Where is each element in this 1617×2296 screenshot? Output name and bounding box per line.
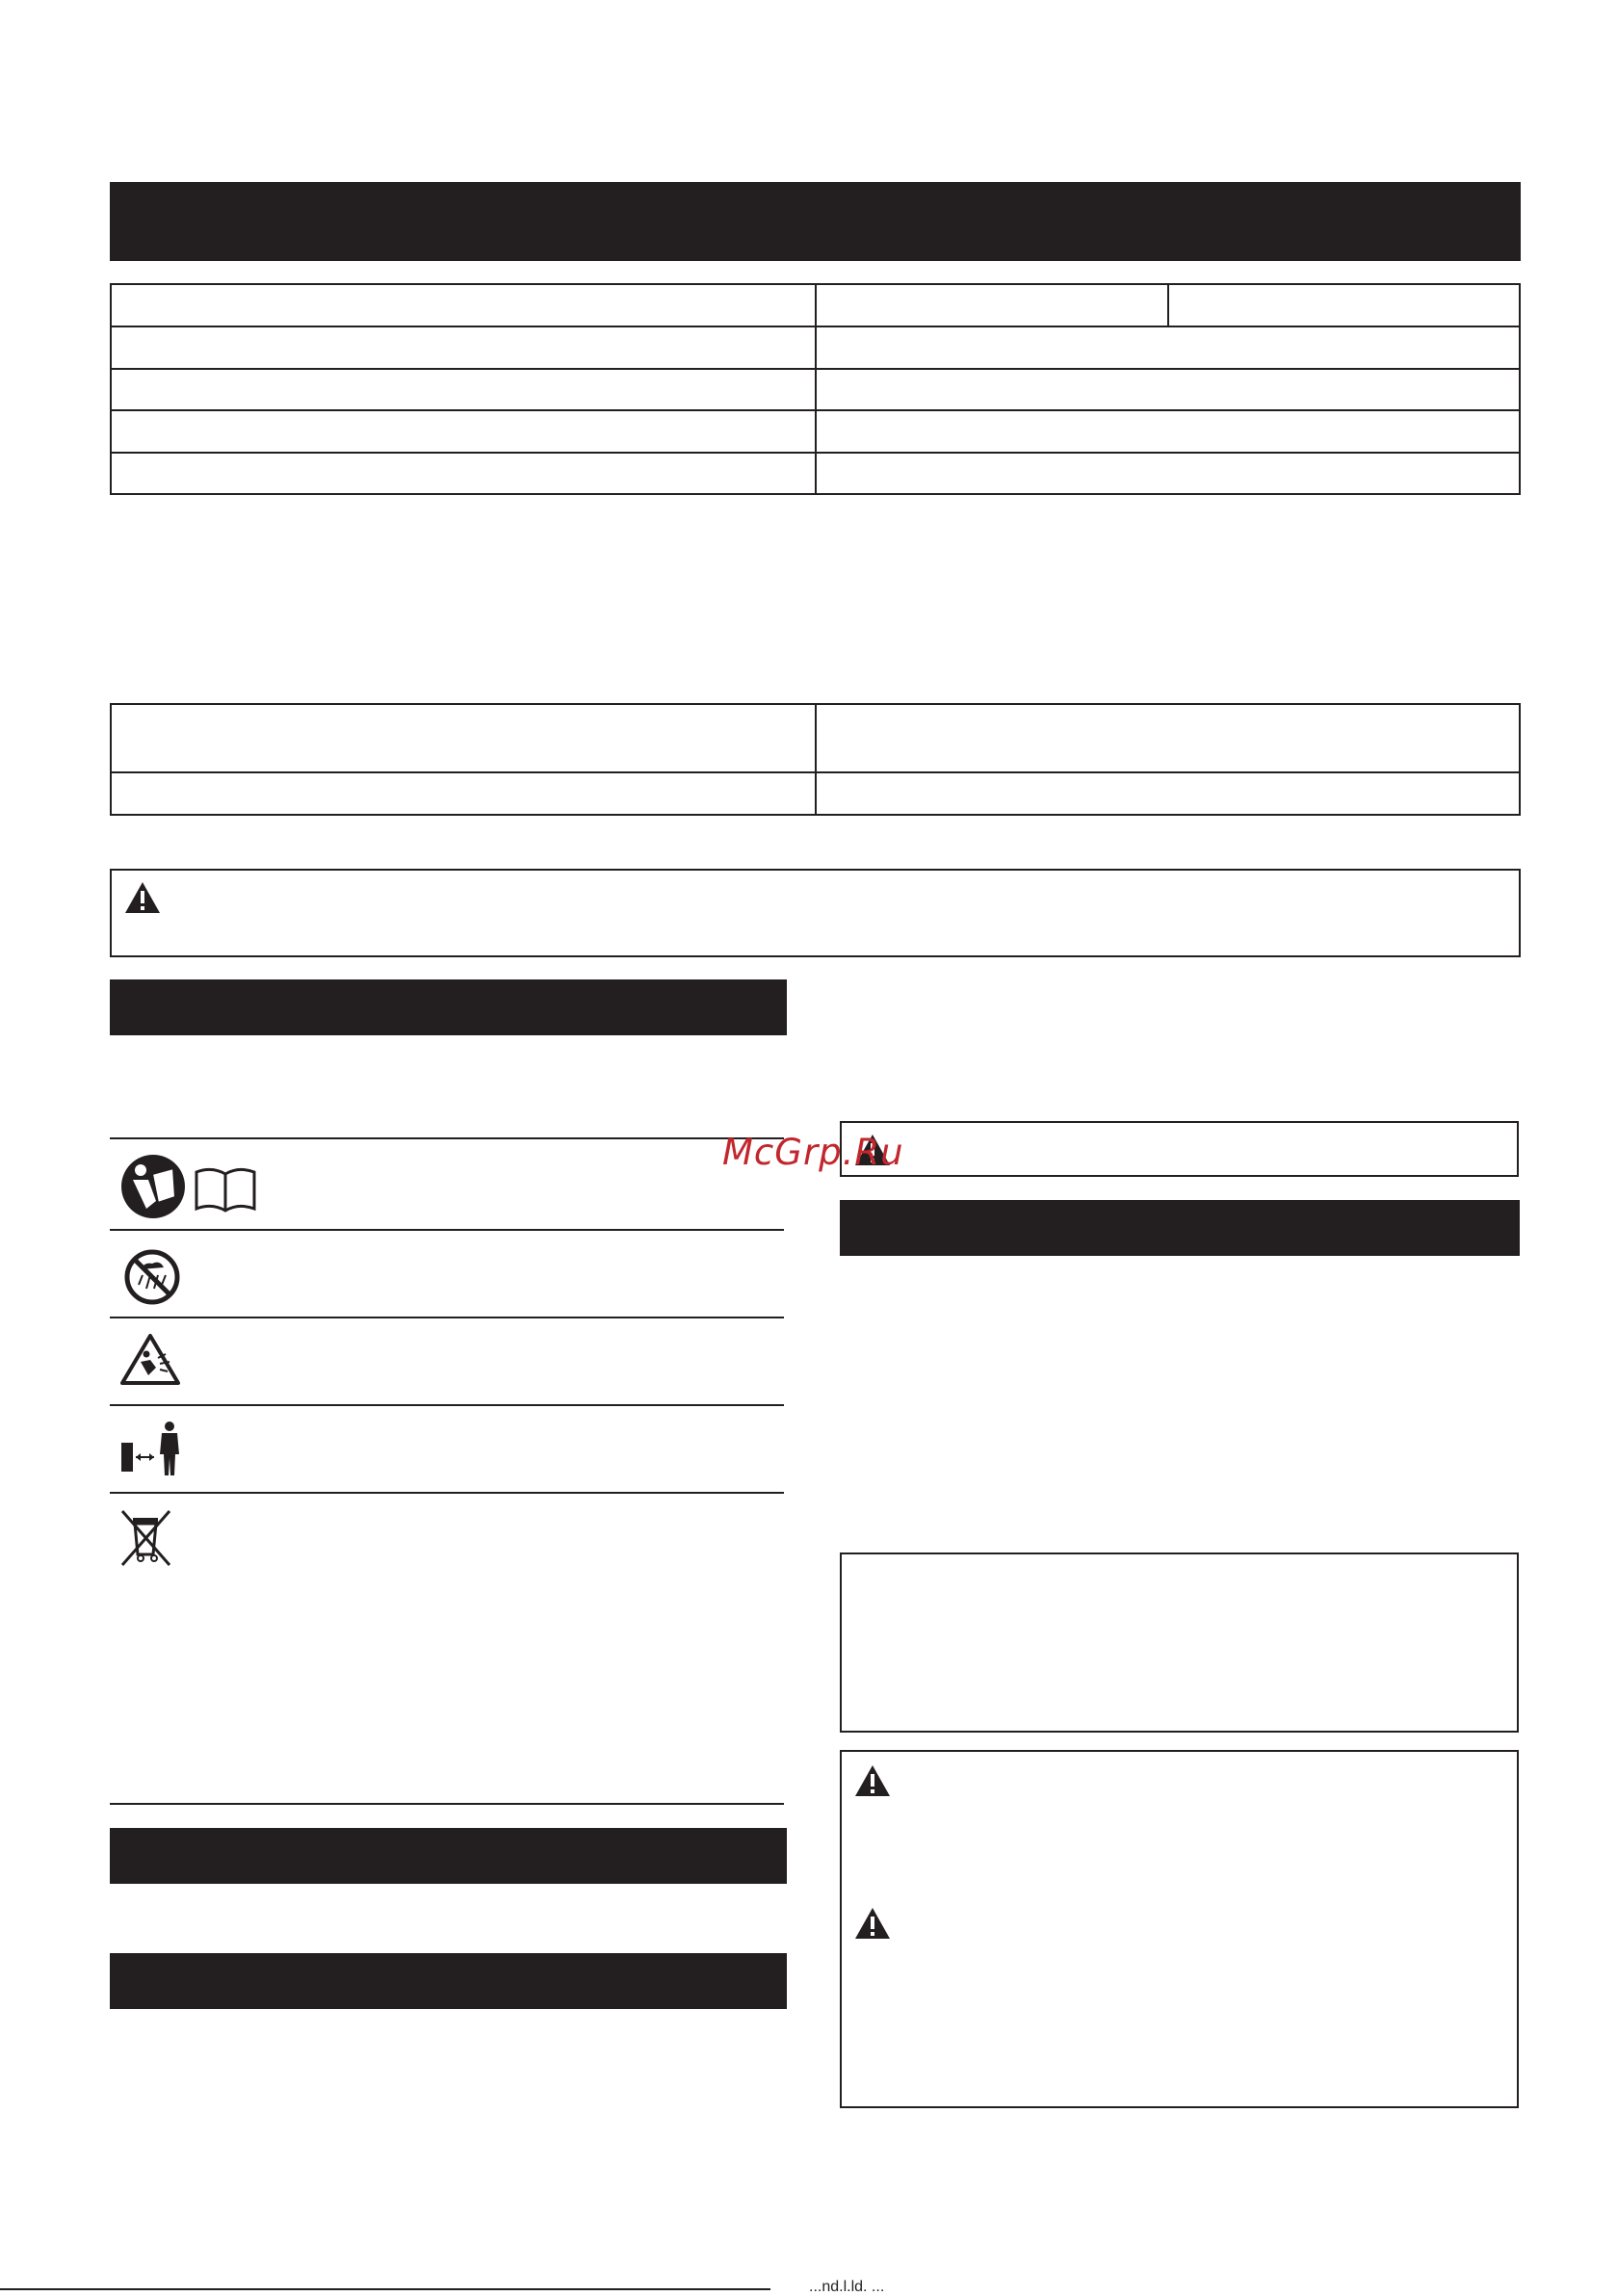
page-header-bar	[110, 182, 1521, 261]
spec-row-divider-4	[110, 452, 1521, 454]
bottom-rule	[0, 2288, 770, 2290]
read-manual-icon	[119, 1153, 256, 1220]
warning-triangle-icon	[123, 880, 162, 915]
symbols-divider-6	[110, 1803, 784, 1805]
spec-col-divider-1	[815, 283, 817, 495]
keep-distance-icon	[119, 1420, 185, 1479]
note-box	[840, 1552, 1519, 1733]
symbols-divider-2	[110, 1229, 784, 1231]
crossed-bin-icon	[119, 1508, 173, 1568]
symbols-divider-5	[110, 1492, 784, 1494]
section-bar-safety-warnings	[840, 1200, 1520, 1256]
section-bar-power-supply	[110, 1953, 787, 2009]
watermark: McGrp.Ru	[722, 1132, 904, 1173]
warning-triangle-icon	[853, 1906, 892, 1941]
spec-row-divider-1	[110, 326, 1521, 327]
symbols-divider-3	[110, 1317, 784, 1318]
noise-vibration-table	[110, 703, 1521, 816]
section-bar-symbols	[110, 979, 787, 1035]
spec-row-divider-2	[110, 368, 1521, 370]
symbols-divider-1	[110, 1137, 784, 1139]
warning-box-full	[110, 869, 1521, 957]
warning-triangle-icon	[853, 1763, 892, 1798]
symbols-divider-4	[110, 1404, 784, 1406]
no-rain-icon	[123, 1248, 181, 1306]
footer-partial-text: ...nd.l.ld. ...	[809, 2279, 885, 2295]
flying-debris-warning-icon	[119, 1333, 181, 1387]
spec-row-divider-3	[110, 409, 1521, 411]
spec-col-divider-2	[1167, 283, 1169, 326]
specifications-table	[110, 283, 1521, 495]
noise-row-divider	[110, 771, 1521, 773]
warning-box-small	[840, 1121, 1519, 1177]
noise-col-divider	[815, 703, 817, 816]
section-bar-intended-use	[110, 1828, 787, 1884]
warning-box-double	[840, 1750, 1519, 2108]
